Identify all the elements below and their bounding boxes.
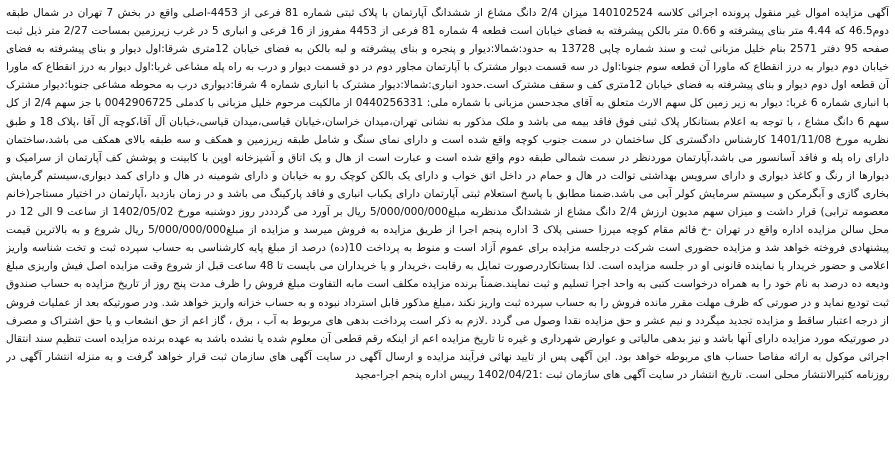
auction-notice-text: آگهی مزایده اموال غیر منقول پرونده اجرائی کلاسه 140102524 میزان 2/4 دانگ مشاع از ششدانگ آپارتمان با پلاک ثبتی شماره 81 فرعی از 4453-اصلی واقع در بخش 7 تهران در شمال طبقه دوم46.5 که 4.44 متر بنای پیشرفته و 0.66 متر بالکن پیشرفته به فضای خیابان است قطعه 4 شماره 81 فرعی از 4453 مفروز از 16 فرعی و انباری 5 در غرب زیرزمین بمساحت 2/27 متر ذیل ثبت صفحه 95 دفتر 2571 بنام خلیل مزبانی ثبت و سند شماره چاپی 13728 به حدود:شمالا:دیوار و پنجره و بنای پیشرفته و لبه بالکن به فضای خیابان 12متری شرقا:اول دیوار و بنای پیشرفته به فضای خیابان دوم دیوار به درز انقطاع که ماورا آن قطعه سوم جنوبا:اول در سه قسمت دیوار مشترک با آپارتمان مجاور دوم در دو قسمت دیوار و درب به راه پله مشاعی غربا:اول دیوار به درز انقطاع که ماورا آن قطعه اول دوم دیوار و بنای پیشرفته به فضای خیابان 12متری کف و سقف مشترک است.حدود انباری:شمالا:دیوار مشترک با انباری شماره 4 شرقا:دیواری درب به محوطه مشاعی جنوبا:دیوار مشترک با انباری شماره 6 غربا: دیوار به زیر زمین کل سهم الارث متعلق به آقای مجدحسن مزبانی با شماره ملی: 0440256331 از مالکیت مرحوم خلیل مزبانی با کدملی 0042906725 با جز سهم 2/4 از کل سهم 6 دانگ مشاع ، با توجه به اعلام بستانکار پلاک ثبتی فوق فاقد بیمه می باشد و ملک مذکور به نشانی تهران،میدان خراسان،خیابان قیاسی،میدان قیاسی،خیابان آل آقا،کوچه آل آقا ،پلاک 18 و طبق نظریه مورخ 1401/11/08 کارشناس دادگستری کل ساختمان در سمت جنوب کوچه واقع شده است و دارای نمای سنگ و شامل طبقه زیرزمین و همکف و سه طبقه بالای همکف می باشد،ساختمان دارای راه پله و فاقد آسانسور می باشد،آپارتمان موردنظر در سمت شمالی طبقه دوم واقع شده است و عبارت است از هال و یک اتاق و آشپزخانه اوپن با کابینت و پوشش کف آپارتمان از سرامیک و دیوارها از رنگ و کاغذ دیواری و دارای سرویس بهداشتی توالت در هال و حمام در داخل اتق خواب و دارای یک بالکن کوچک رو به خیابان و دارای شومینه در هال و دارای کمد دیواری،سیستم گرمایش بخاری گازی و آبگرمکن و سیستم سرمایش کولر آبی می باشد.ضمنا مطابق با پاسخ استعلام ثبتی آپارتمان دارای یکباب انباری و فاقد پارکینگ می باشد و در زمان بازدید ،آپارتمان در اختیار مستاجر(خانم معصومه ترابی) قرار داشت و میزان سهم مدیون ارزش 2/4 دانگ مشاع از ششدانگ مدنظربه مبلغ5/000/000/000 ریال بر آورد می گردددر روز دوشنبه مورخ 1402/05/02 از ساعت 9 الی 12 در محل سالن مزایده اداره واقع در تهران -خ قائم مقام کوچه میرزا حسنی پلاک 3 اداره پنجم اجرا از طریق مزایده به فروش میرسد و مزایده از مبلغ5/000/000/000 ریال شروع و به بالاترین قیمت پیشنهادی فروخته خواهد شد و مزایده حضوری است شرکت درجلسه مزایده برای عموم آزاد است و منوط به پرداخت 10(ده) درصد از مبلغ پایه کارشناسی به حساب سپرده ثبت و تخت شناسه واریز اعلامی و حضور خریدار یا نماینده قانونی او در جلسه مزایده است. لذا بستانکاردرصورت تمایل به رقابت ،خریدار و یا خریداران می بایست تا 48 ساعت قبل از شروع وقت مزایده اصل فیش واریزی مبلغ ودیعه ده درصد به نام خود را به همراه درخواست کتبی به واحد اجرا تسلیم و ثبت نمایند.ضمناً برنده مزایده مکلف است مابه التفاوت مبلغ فروش را ظرف مدت پنج روز از تاریخ مزایده به حساب صندوق ثبت تودیع نماید و در صورتی که ظرف مهلت مقرر مانده فروش را به حساب سپرده ثبت واریز نکند ،مبلغ مذکور قابل استرداد نبوده و به حساب خزانه واریز خواهد شد. ودر صورتیکه بعد از عملیات فروش از درجه اعتبار ساقط و مزایده تجدید میگردد و نیم عشر و حق مزایده نقدا وصول می گردد .لازم به ذکر است پرداخت بدهی های مربوط به آب ، برق ، گاز اعم از حق انشعاب و یا حق اشتراک و مصرف در صورتیکه مورد مزایده دارای آنها باشد و نیز بدهی مالیاتی و عوارض شهرداری و غیره تا تاریخ مزایده اعم از اینکه رقم قطعی آن معلوم شده یا نشده باشد به عهده برنده مزایده است تنظیم سند انتقال اجرائی موکول به ارائه مفاصا حساب های مربوطه خواهد بود. این آگهی پس از تایید نهائی فرآیند مزایده و ارسال آگهی در سایت آگهی های سازمان ثبت قرار خواهد گرفت و به منزله انتشار آگهی در روزنامه کثیرالانتشار محلی است. تاریخ انتشار در سایت آگهی های سازمان ثبت :1402/04/21 رییس اداره پنجم اجرا-مجید bbox=[6, 7, 889, 381]
